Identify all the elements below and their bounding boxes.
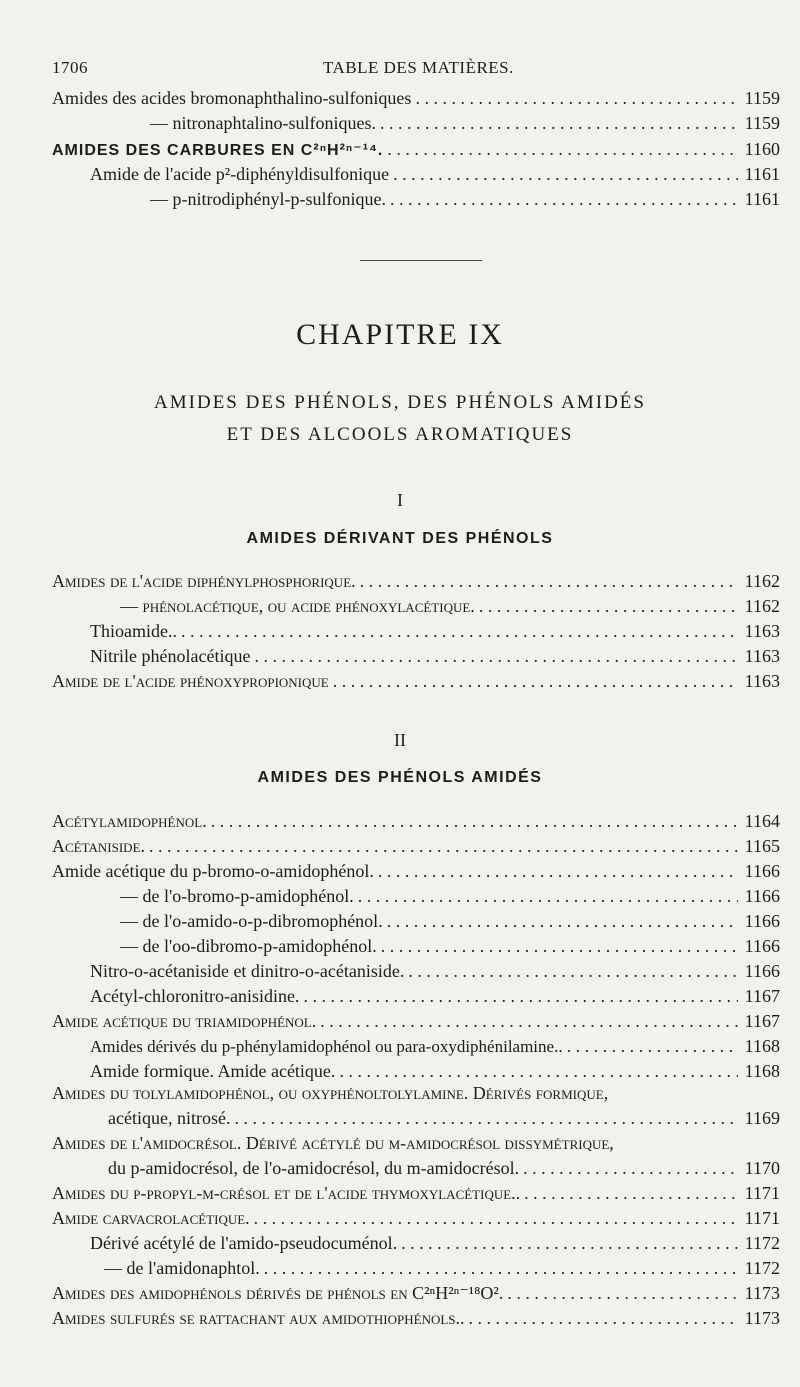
toc-entry: Amide formique. Amide acétique. . . . 1168 [90, 1059, 780, 1083]
page-ref: 1159 [744, 113, 780, 133]
toc-entry: Amides du p-propyl-m-crésol et de l'acide thymoxylacétique.. . . . 1171 [52, 1181, 780, 1205]
chapter-separator-rule [360, 260, 482, 261]
dot-leader [181, 619, 738, 643]
toc-entry: — phénolacétique, ou acide phénoxylacétique. . . . 1162 [120, 594, 780, 618]
dot-leader [339, 1059, 738, 1083]
toc-entry: Acétaniside. . . . 1165 [52, 834, 780, 858]
page-ref: 1166 [744, 936, 780, 956]
page-ref: 1165 [744, 836, 780, 856]
chapter-subtitle-line1: AMIDES DES PHÉNOLS, DES PHÉNOLS AMIDÉS [154, 392, 646, 413]
page-ref: 1162 [744, 596, 780, 616]
page-ref: 1163 [744, 671, 780, 691]
dot-leader [303, 984, 738, 1008]
dot-leader [524, 1181, 738, 1205]
toc-entry: Acétyl-chloronitro-anisidine. . . . 1167 [90, 984, 780, 1008]
toc-entry: Acétylamidophénol. . . . 1164 [52, 809, 780, 833]
toc-entry: Nitro-o-acétaniside et dinitro-o-acétaniside. . . . 1166 [90, 959, 780, 983]
toc-entry: acétique, nitrosé. . . . 1169 [108, 1106, 780, 1130]
toc-entry: Thioamide.. . . . 1163 [90, 619, 780, 643]
section-number: I [397, 490, 403, 510]
page-ref: 1171 [744, 1183, 780, 1203]
page-number: 1706 [52, 58, 88, 77]
page-ref: 1171 [744, 1208, 780, 1228]
chapter-subtitle-line2: ET DES ALCOOLS AROMATIQUES [226, 424, 574, 445]
section-title: AMIDES DES PHÉNOLS AMIDÉS [257, 769, 543, 786]
toc-entry: du p-amidocrésol, de l'o-amidocrésol, du m-amidocrésol. . . . 1170 [108, 1156, 780, 1180]
toc-entry: Amide acétique du triamidophénol. . . . 1167 [52, 1009, 780, 1033]
chapter-title: CHAPITRE IX [296, 318, 504, 351]
toc-entry: Amide acétique du p-bromo-o-amidophénol. . . . 1166 [52, 859, 780, 883]
page-ref: 1172 [744, 1258, 780, 1278]
dot-leader [469, 1306, 738, 1330]
page-ref: 1173 [744, 1308, 780, 1328]
dot-leader [523, 1156, 738, 1180]
dot-leader [390, 187, 738, 211]
toc-entry: — de l'oo-dibromo-p-amidophénol. . . . 1166 [120, 934, 780, 958]
dot-leader [380, 111, 738, 135]
page-ref: 1161 [744, 189, 780, 209]
dot-leader [149, 834, 738, 858]
page-ref: 1173 [744, 1283, 780, 1303]
page-ref: 1160 [744, 139, 780, 159]
toc-entry-line1: Amides de l'amidocrésol. Dérivé acétylé du m-amidocrésol dissymétrique, [52, 1133, 614, 1153]
page-ref: 1167 [744, 986, 780, 1006]
page-ref: 1159 [744, 88, 780, 108]
toc-entry: Amides des amidophénols dérivés de phénols en C²ⁿH²ⁿ⁻¹⁸O². . . . 1173 [52, 1281, 780, 1305]
dot-leader [401, 1231, 738, 1255]
toc-entry-heading: AMIDES DES CARBURES EN C²ⁿH²ⁿ⁻¹⁴. . . . 1160 [52, 137, 780, 161]
page-ref: 1166 [744, 961, 780, 981]
dot-leader [567, 1034, 738, 1058]
page-ref: 1172 [744, 1233, 780, 1253]
dot-leader [479, 594, 738, 618]
page-ref: 1162 [744, 571, 780, 591]
section-title: AMIDES DÉRIVANT DES PHÉNOLS [246, 530, 554, 547]
toc-entry: — de l'o-amido-o-p-dibromophénol. . . . 1166 [120, 909, 780, 933]
dot-leader [254, 1206, 738, 1230]
toc-entry: — p-nitrodiphényl-p-sulfonique. . . . 1161 [150, 187, 780, 211]
dot-leader [254, 644, 738, 668]
dot-leader [358, 884, 738, 908]
page-ref: 1164 [744, 811, 780, 831]
dot-leader [393, 162, 738, 186]
dot-leader [408, 959, 738, 983]
dot-leader [211, 809, 738, 833]
dot-leader [320, 1009, 738, 1033]
toc-entry: — nitronaphtalino-sulfoniques. . . . 1159 [150, 111, 780, 135]
dot-leader [387, 909, 738, 933]
toc-entry: — de l'o-bromo-p-amidophénol. . . . 1166 [120, 884, 780, 908]
toc-entry: Amides des acides bromonaphthalino-sulfoniques . . . 1159 [52, 86, 780, 110]
page-ref: 1170 [744, 1158, 780, 1178]
dot-leader [360, 569, 738, 593]
toc-entry: Amides sulfurés se rattachant aux amidothiophénols.. . . . 1173 [52, 1306, 780, 1330]
dot-leader [507, 1281, 738, 1305]
toc-entry-line1: Amides du tolylamidophénol, ou oxyphénoltolylamine. Dérivés formique, [52, 1083, 609, 1103]
page-ref: 1163 [744, 646, 780, 666]
toc-entry: Nitrile phénolacétique . . . 1163 [90, 644, 780, 668]
page-ref: 1167 [744, 1011, 780, 1031]
page-ref: 1166 [744, 861, 780, 881]
toc-entry: Amides de l'acide diphénylphosphorique. . . . 1162 [52, 569, 780, 593]
toc-entry: Amide carvacrolacétique. . . . 1171 [52, 1206, 780, 1230]
page-ref: 1161 [744, 164, 780, 184]
dot-leader [378, 859, 738, 883]
dot-leader [234, 1106, 738, 1130]
page-ref: 1168 [744, 1036, 780, 1056]
toc-entry: Amide de l'acide phénoxypropionique . . . 1163 [52, 669, 780, 693]
toc-entry: — de l'amidonaphtol. . . . 1172 [104, 1256, 780, 1280]
page-ref: 1166 [744, 886, 780, 906]
page-ref: 1166 [744, 911, 780, 931]
page-ref: 1169 [744, 1108, 780, 1128]
dot-leader [415, 86, 738, 110]
dot-leader [264, 1256, 738, 1280]
dot-leader [387, 137, 738, 161]
toc-entry: Dérivé acétylé de l'amido-pseudocuménol. . . . 1172 [90, 1231, 780, 1255]
dot-leader [381, 934, 738, 958]
section-number: II [394, 730, 406, 750]
page-ref: 1168 [744, 1061, 780, 1081]
running-title: TABLE DES MATIÈRES. [323, 58, 514, 77]
toc-entry: Amides dérivés du p-phénylamidophénol ou para-oxydiphénilamine.. . . . 1168 [90, 1034, 780, 1058]
dot-leader [333, 669, 738, 693]
toc-entry: Amide de l'acide p²-diphényldisulfonique . . . 1161 [90, 162, 780, 186]
page-ref: 1163 [744, 621, 780, 641]
